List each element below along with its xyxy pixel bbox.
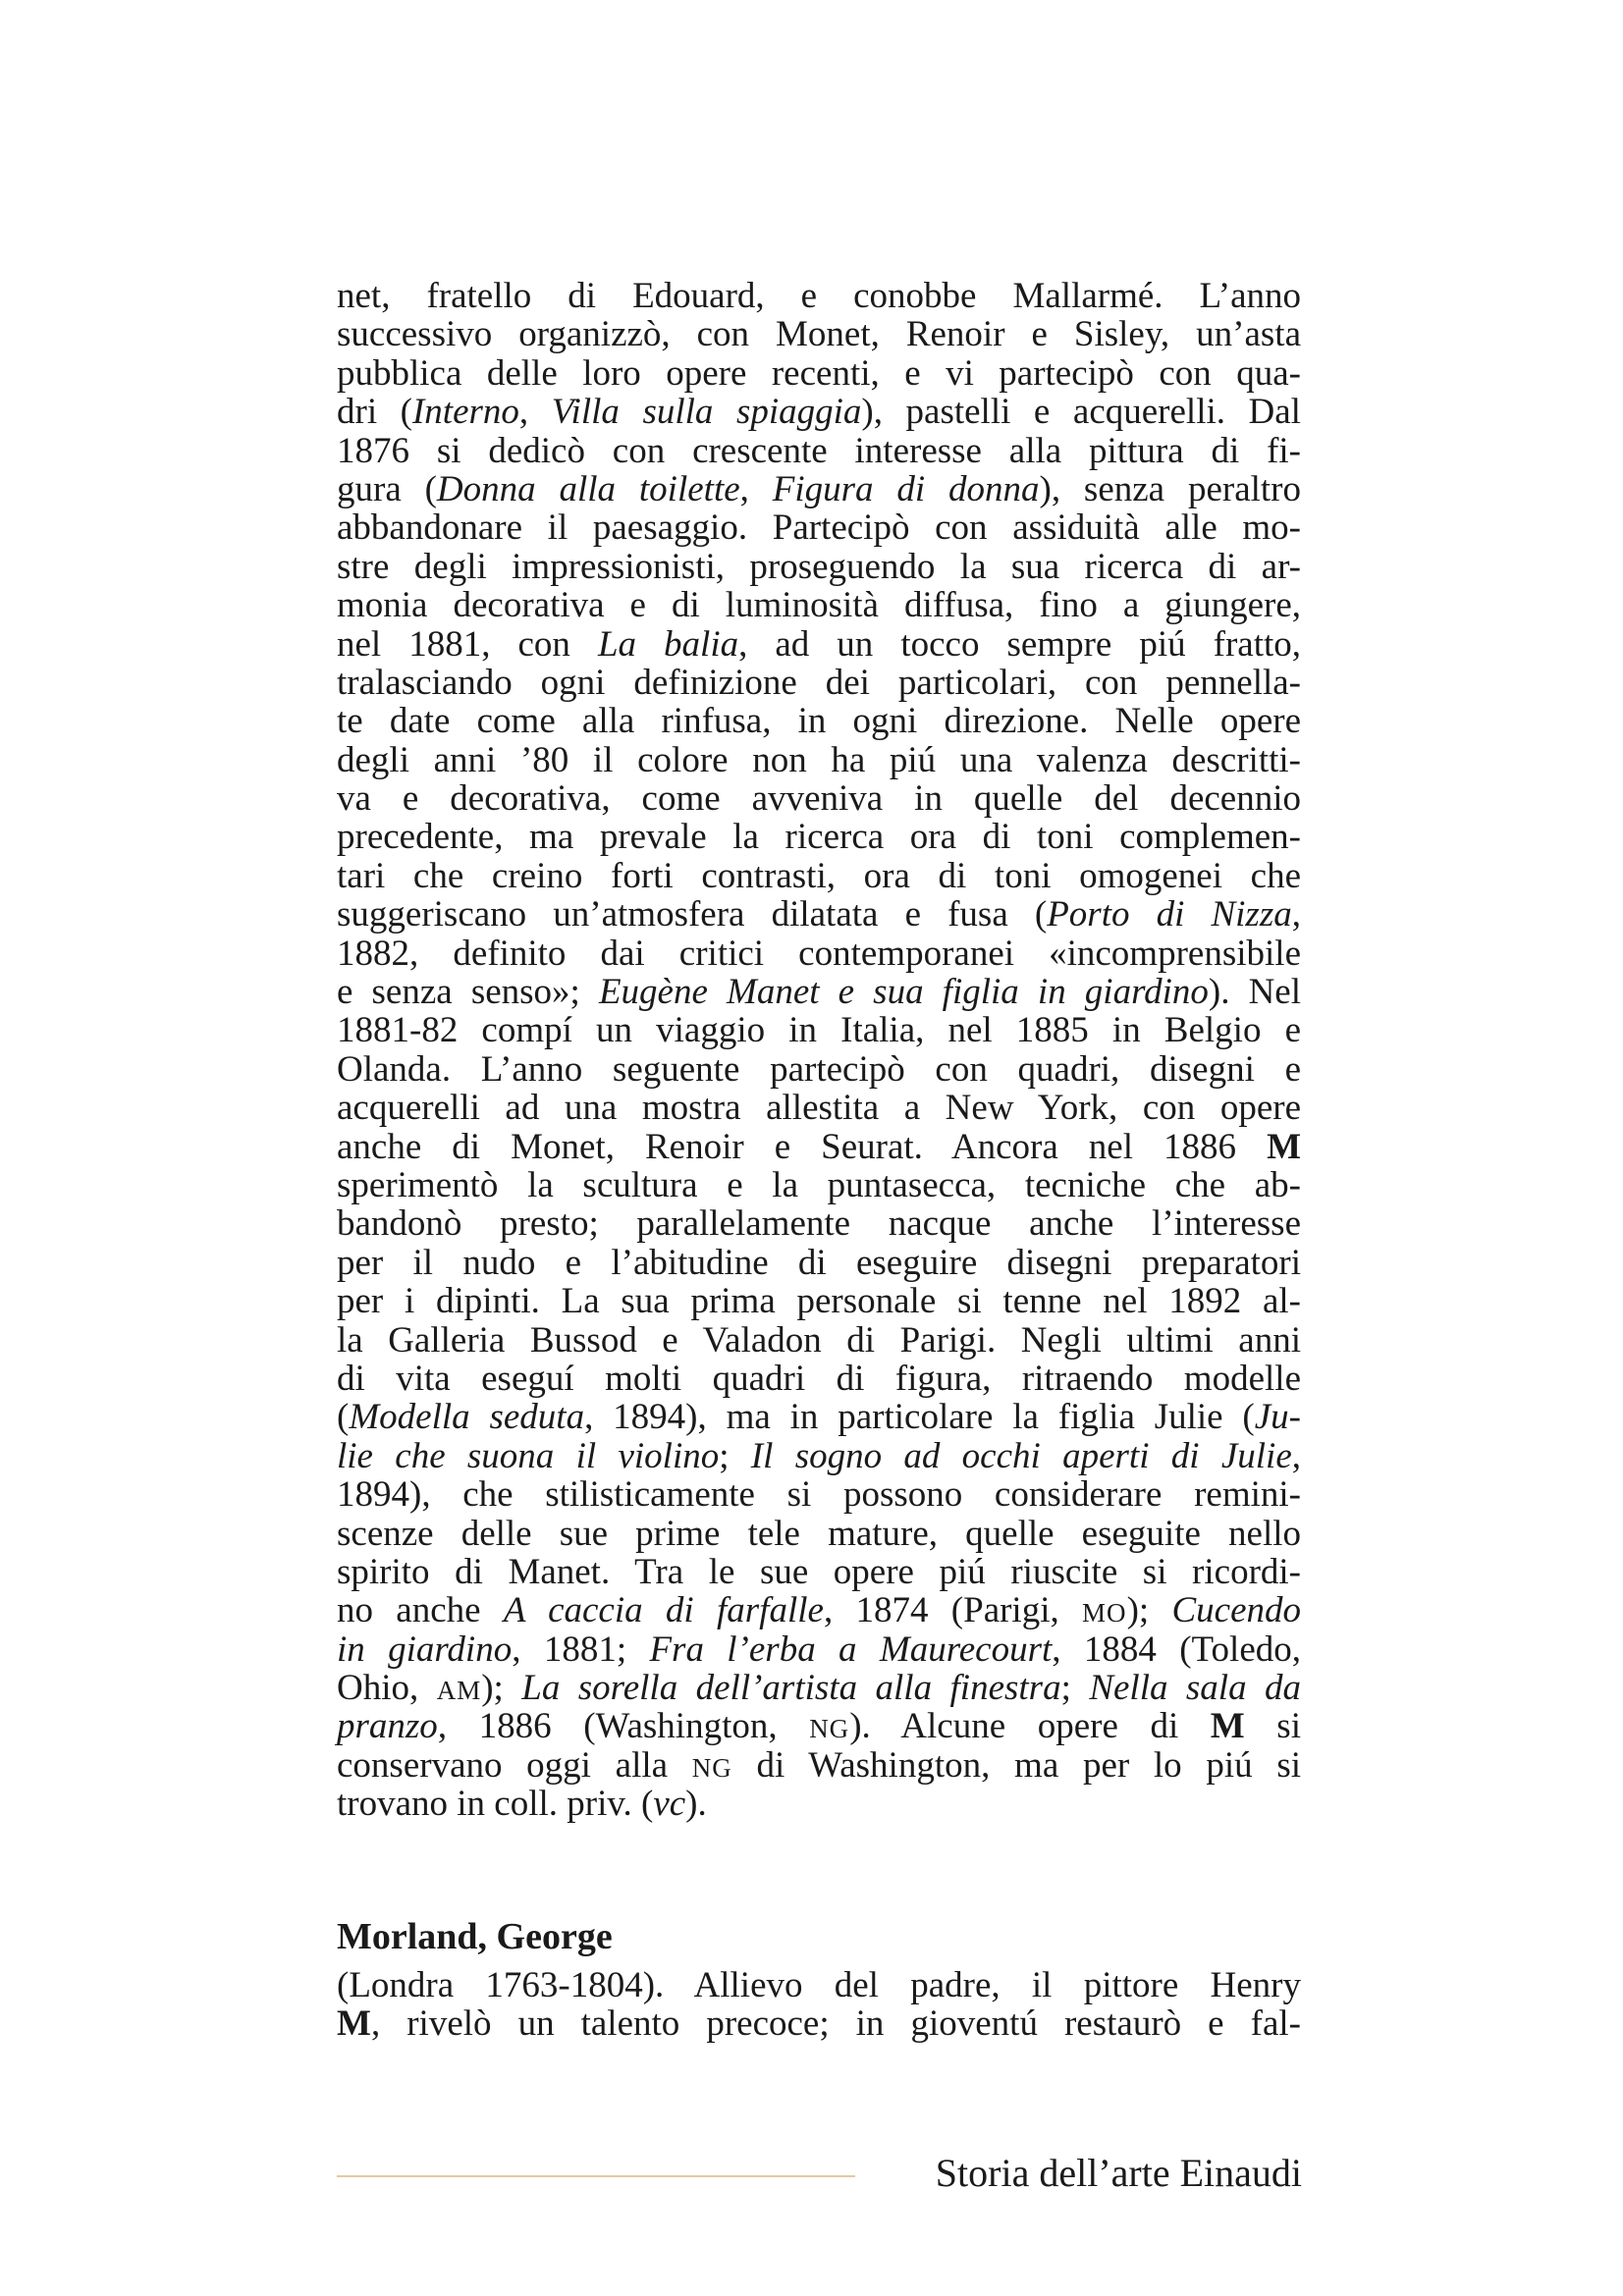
text-run: Olanda. L’anno seguente partecipò con quadri, disegni e <box>337 1048 1301 1090</box>
text-run: (Londra 1763-1804). Allievo del padre, il pittore Henry <box>337 1965 1301 2005</box>
text-run: 1894), che stilisticamente si possono considerare remini- <box>337 1474 1301 1516</box>
small-caps-abbreviation: NG <box>809 1714 850 1744</box>
main-line <box>337 1089 1301 1127</box>
main-line <box>337 973 1301 1011</box>
main-line <box>337 1244 1301 1282</box>
main-line <box>337 1785 1301 1823</box>
text-run: acquerelli ad una mostra allestita a New York, con opere <box>337 1088 1301 1129</box>
main-line <box>337 1553 1301 1591</box>
footer-rule <box>337 2175 855 2177</box>
italic-title: Villa sulla spiaggia <box>551 392 862 433</box>
main-line <box>337 1437 1301 1475</box>
main-line <box>337 1398 1301 1436</box>
main-line <box>337 741 1301 779</box>
main-line <box>337 1282 1301 1320</box>
text-run: , 1881; <box>512 1629 650 1670</box>
italic-title: vc <box>653 1784 686 1825</box>
small-caps-abbreviation: NG <box>691 1752 732 1783</box>
text-run: va e decorativa, come avveniva in quelle del decennio <box>337 778 1301 820</box>
entry-line <box>337 2004 1301 2043</box>
main-line <box>337 1321 1301 1360</box>
text-run: 1876 si dedicò con crescente interesse alla pittura di fi- <box>337 430 1301 471</box>
main-line <box>337 586 1301 624</box>
italic-title: in giardino <box>337 1629 513 1670</box>
text-run: ). <box>685 1784 707 1825</box>
text-run: monia decorativa e di luminosità diffusa, fino a giungere, <box>337 585 1301 626</box>
text-run: per i dipinti. La sua prima personale si tenne nel 1892 al- <box>337 1281 1301 1322</box>
main-line <box>337 664 1301 702</box>
text-run: la Galleria Bussod e Valadon di Parigi. Negli ultimi anni <box>337 1319 1301 1361</box>
text-run: ), senza peraltro <box>1039 468 1301 509</box>
bold-abbreviation: M <box>337 2003 371 2045</box>
italic-title: Modella seduta <box>349 1397 585 1438</box>
main-line <box>337 508 1301 547</box>
small-caps-abbreviation: MO <box>1082 1598 1127 1629</box>
text-run: , ad un tocco sempre piú fratto, <box>738 623 1302 665</box>
main-line <box>337 315 1301 353</box>
main-line <box>337 470 1301 508</box>
text-run: , <box>739 468 773 509</box>
text-run: trovano in coll. priv. ( <box>337 1784 654 1825</box>
text-run: tralasciando ogni definizione dei particolari, con pennella- <box>337 662 1301 703</box>
text-run: , rivelò un talento precoce; in gioventú restaurò e fal- <box>370 2003 1301 2045</box>
text-run: scenze delle sue prime tele mature, quelle eseguite nello <box>337 1513 1301 1554</box>
italic-title: Nella sala da <box>1089 1668 1302 1709</box>
text-run: 1882, definito dai critici contemporanei «incomprensibile <box>337 933 1301 974</box>
main-line <box>337 1011 1301 1049</box>
main-line <box>337 1128 1301 1166</box>
text-run: dri ( <box>337 392 412 433</box>
main-line <box>337 1475 1301 1514</box>
main-line <box>337 895 1301 934</box>
italic-title: Ju- <box>1254 1397 1301 1438</box>
main-line <box>337 779 1301 818</box>
text-run: degli anni ’80 il colore non ha piú una valenza descritti- <box>337 739 1301 780</box>
main-line <box>337 1669 1301 1707</box>
main-line <box>337 702 1301 740</box>
italic-title: Porto di Nizza <box>1047 894 1292 935</box>
italic-title: A caccia di farfalle <box>503 1590 824 1631</box>
footer-publication-title: Storia dell’arte Einaudi <box>935 2151 1302 2195</box>
text-run: te date come alla rinfusa, in ogni direzione. Nelle opere <box>337 701 1301 742</box>
text-run: di Washington, ma per lo piú si <box>731 1744 1302 1786</box>
text-run: e senza senso»; <box>337 972 599 1013</box>
italic-title: La balia <box>597 623 739 665</box>
text-run: conservano oggi alla <box>337 1744 692 1786</box>
text-run: spirito di Manet. Tra le sue opere piú riuscite si ricordi- <box>337 1551 1301 1592</box>
italic-title: Interno <box>411 392 519 433</box>
text-run: ; <box>1060 1668 1090 1709</box>
text-run: tari che creino forti contrasti, ora di toni omogenei che <box>337 855 1301 896</box>
entry-line <box>337 1966 1301 2004</box>
main-line <box>337 818 1301 856</box>
text-run: ); <box>1126 1590 1172 1631</box>
text-run: , <box>1291 1435 1301 1476</box>
italic-title: Eugène Manet e sua figlia in giardino <box>598 972 1209 1013</box>
italic-title: La sorella dell’artista alla finestra <box>521 1668 1061 1709</box>
main-line <box>337 548 1301 586</box>
main-line <box>337 857 1301 895</box>
main-line <box>337 432 1301 470</box>
italic-title: Figura di donna <box>772 468 1040 509</box>
text-run: sperimentò la scultura e la puntasecca, tecniche che ab- <box>337 1164 1301 1205</box>
italic-title: Fra l’erba a Maurecourt <box>649 1629 1053 1670</box>
text-run: , 1874 (Parigi, <box>823 1590 1083 1631</box>
text-run: precedente, ma prevale la ricerca ora di toni complemen- <box>337 817 1301 858</box>
main-line <box>337 1746 1301 1785</box>
text-run: ); <box>481 1668 522 1709</box>
text-run: stre degli impressionisti, proseguendo la sua ricerca di ar- <box>337 546 1301 587</box>
text-run: 1881-82 compí un viaggio in Italia, nel 1885 in Belgio e <box>337 1010 1301 1051</box>
small-caps-abbreviation: AM <box>436 1676 482 1706</box>
entry-body-text <box>337 1966 1301 2044</box>
main-line <box>337 1360 1301 1398</box>
text-run: si <box>1244 1706 1301 1747</box>
text-run: , 1884 (Toledo, <box>1052 1629 1301 1670</box>
main-line <box>337 1591 1301 1629</box>
text-run: , 1886 (Washington, <box>437 1706 810 1747</box>
main-line <box>337 1166 1301 1204</box>
main-line <box>337 277 1301 315</box>
italic-title: lie che suona il violino <box>337 1435 720 1476</box>
bold-abbreviation: M <box>1267 1126 1301 1167</box>
text-run: gura ( <box>337 468 437 509</box>
main-text-column <box>337 277 1301 1824</box>
main-line <box>337 934 1301 973</box>
italic-title: pranzo <box>337 1706 438 1747</box>
text-run: suggeriscano un’atmosfera dilatata e fusa ( <box>337 894 1048 935</box>
text-run: successivo organizzò, con Monet, Renoir e Sisley, un’asta <box>337 314 1301 355</box>
italic-title: Il sogno ad occhi aperti di Julie <box>750 1435 1292 1476</box>
text-run: ; <box>719 1435 751 1476</box>
main-line <box>337 393 1301 431</box>
text-run: , <box>518 392 552 433</box>
main-line <box>337 1630 1301 1669</box>
text-run: ), pastelli e acquerelli. Dal <box>861 392 1301 433</box>
main-line <box>337 1515 1301 1553</box>
text-run: ). Alcune opere di <box>849 1706 1211 1747</box>
text-run: ). Nel <box>1208 972 1301 1013</box>
italic-title: Donna alla toilette <box>436 468 740 509</box>
text-run: anche di Monet, Renoir e Seurat. Ancora nel 1886 <box>337 1126 1268 1167</box>
main-line <box>337 1204 1301 1243</box>
text-run: ( <box>337 1397 350 1438</box>
main-line <box>337 1050 1301 1089</box>
bold-abbreviation: M <box>1210 1706 1245 1747</box>
text-run: , 1894), ma in particolare la figlia Julie ( <box>584 1397 1255 1438</box>
text-run: nel 1881, con <box>337 623 598 665</box>
text-run: , <box>1291 894 1301 935</box>
text-run: per il nudo e l’abitudine di eseguire disegni preparatori <box>337 1242 1301 1283</box>
text-run: bandonò presto; parallelamente nacque anche l’interesse <box>337 1203 1301 1245</box>
text-run: net, fratello di Edouard, e conobbe Mallarmé. L’anno <box>337 276 1301 316</box>
main-line <box>337 625 1301 664</box>
text-run: no anche <box>337 1590 504 1631</box>
text-run: Ohio, <box>337 1668 437 1709</box>
main-line <box>337 1707 1301 1745</box>
entry-heading: Morland, George <box>337 1916 613 1957</box>
text-run: di vita eseguí molti quadri di figura, ritraendo modelle <box>337 1358 1301 1399</box>
text-run: abbandonare il paesaggio. Partecipò con assiduità alle mo- <box>337 507 1301 549</box>
main-line <box>337 354 1301 393</box>
text-run: pubblica delle loro opere recenti, e vi partecipò con qua- <box>337 352 1301 394</box>
italic-title: Cucendo <box>1171 1590 1301 1631</box>
